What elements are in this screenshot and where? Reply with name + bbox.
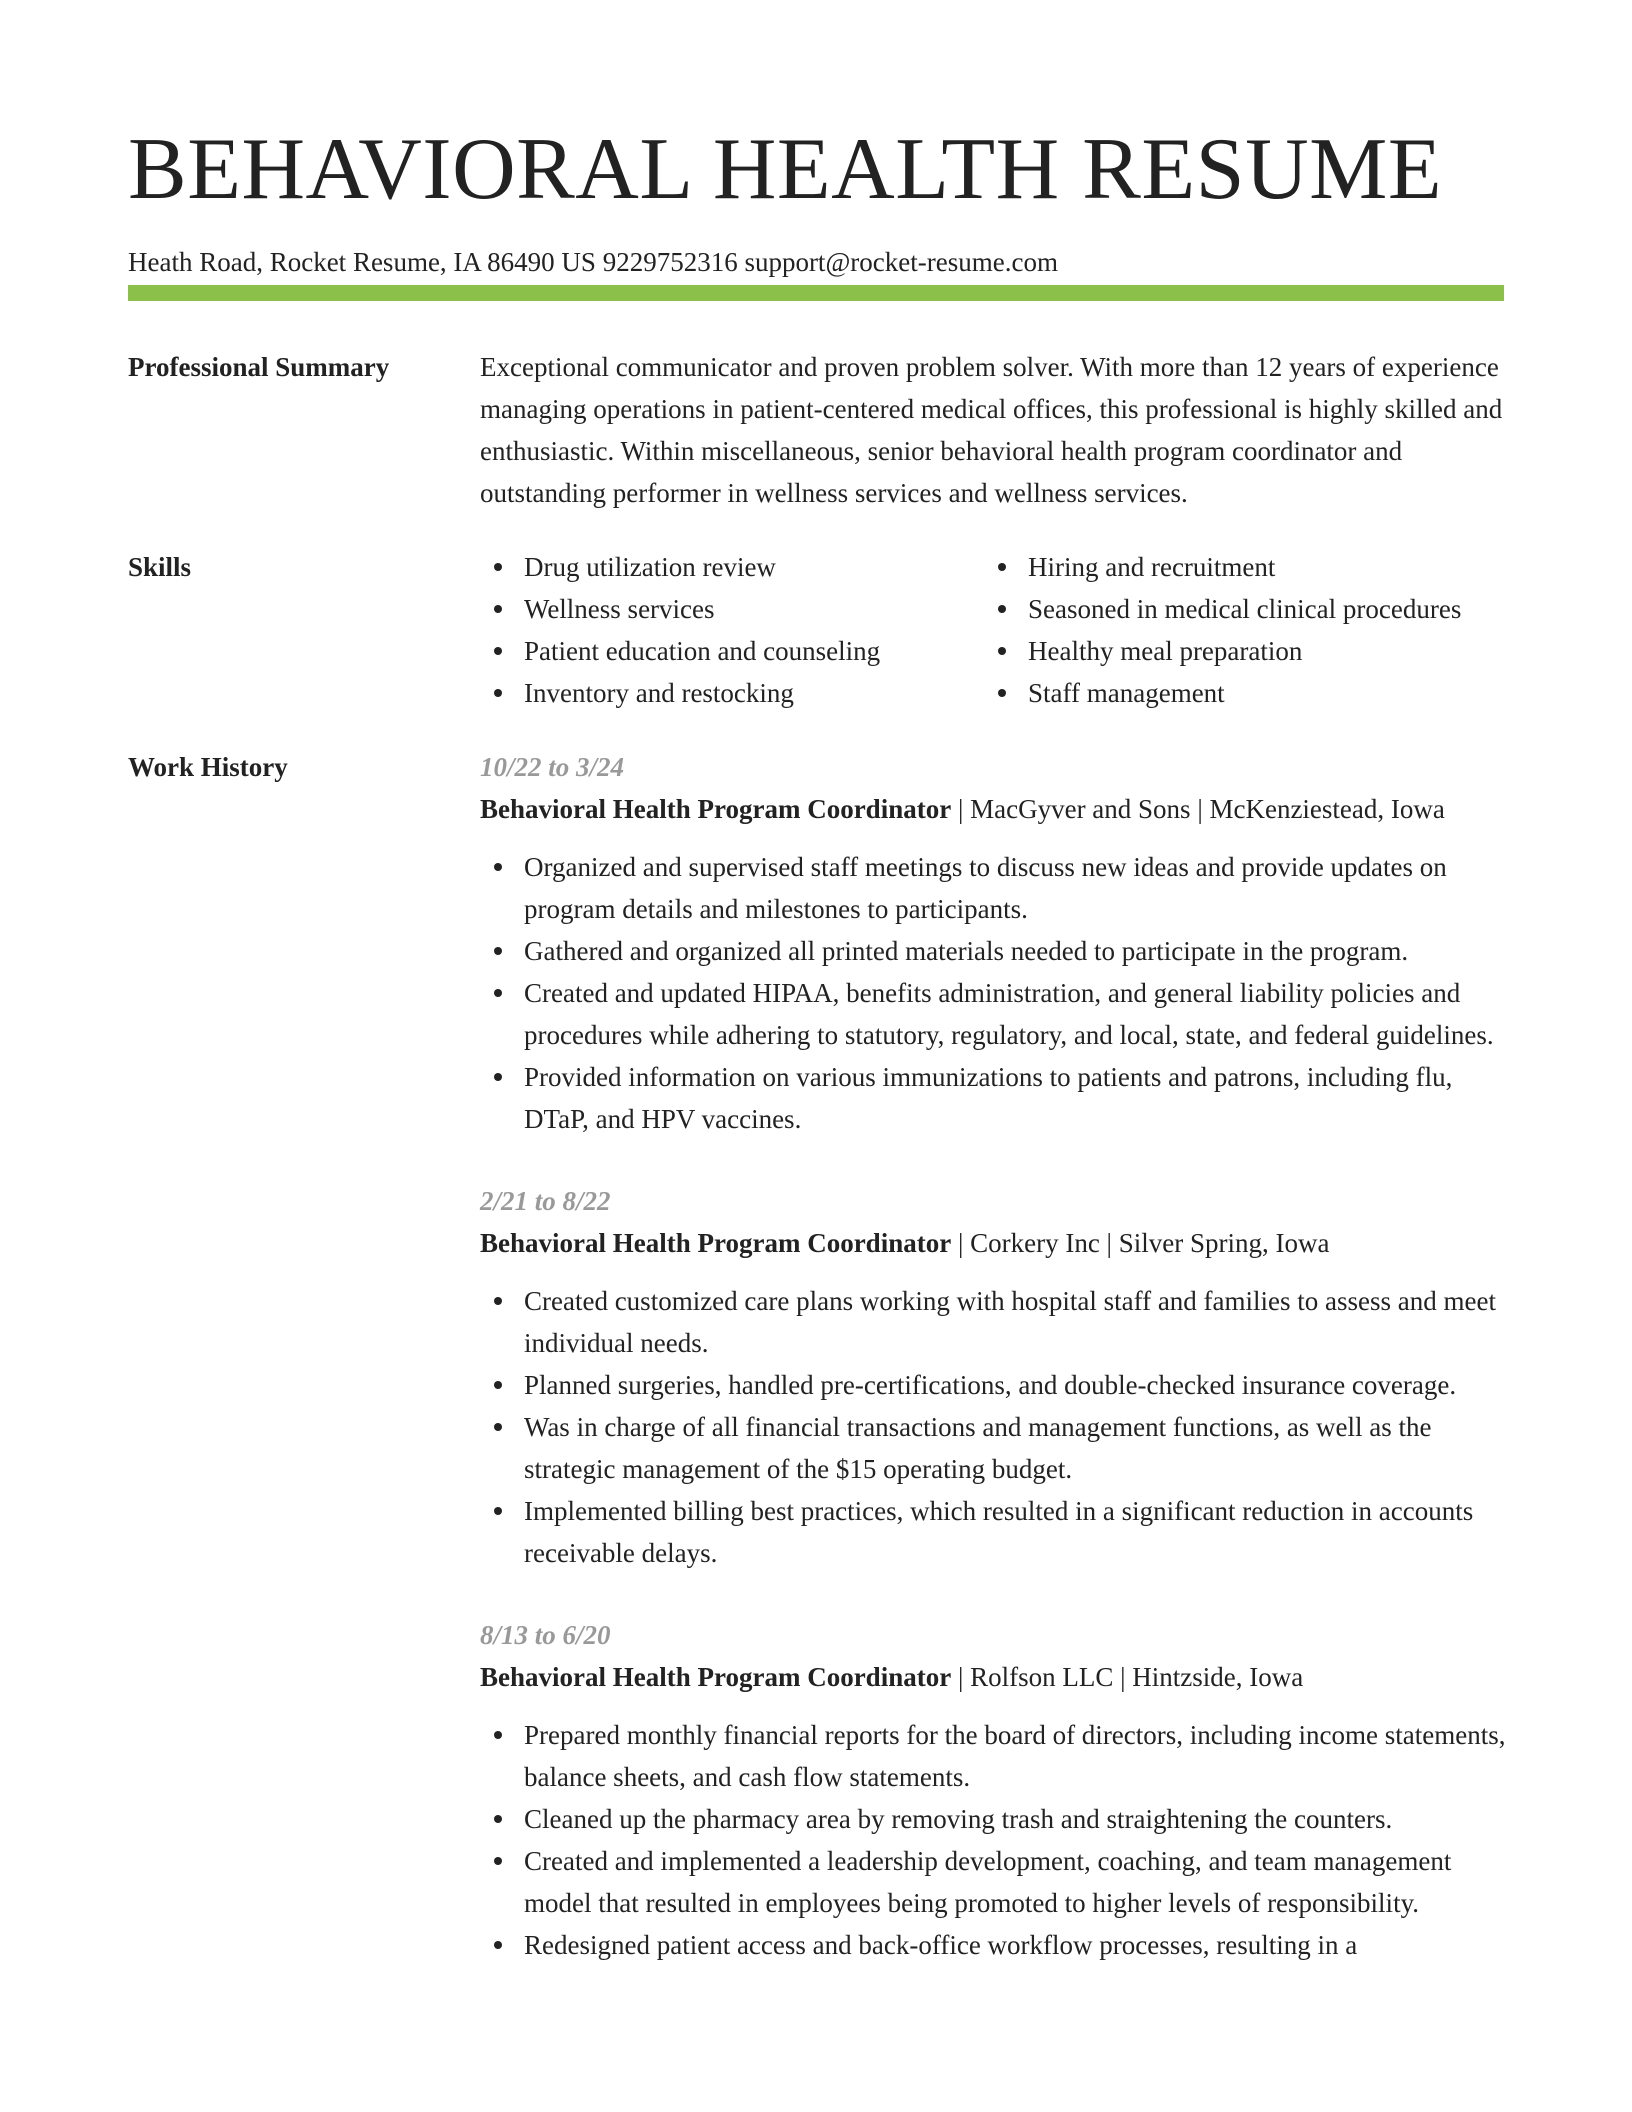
job-bullet: Was in charge of all financial transactions and management functions, as well as the strategic management of the $15 operating budget. [480, 1406, 1510, 1490]
job-bullet: Redesigned patient access and back-office workflow processes, resulting in a [480, 1924, 1510, 1966]
job-bullets [480, 1280, 1510, 1574]
work-history-body [480, 746, 1510, 2006]
job-date: 10/22 to 3/24 [480, 752, 625, 782]
job-bullet: Provided information on various immunizations to patients and patrons, including flu, DTaP, and HPV vaccines. [480, 1056, 1510, 1140]
job-bullet: Planned surgeries, handled pre-certifications, and double-checked insurance coverage. [480, 1364, 1510, 1406]
accent-divider [128, 285, 1504, 301]
job-title: Behavioral Health Program Coordinator [480, 794, 952, 824]
job-heading [480, 1656, 1510, 1698]
job-bullet: Created customized care plans working with hospital staff and families to assess and meet individual needs. [480, 1280, 1510, 1364]
summary-body [480, 346, 1510, 514]
skill-item: Patient education and counseling [480, 630, 984, 672]
job-heading [480, 788, 1510, 830]
skill-item: Seasoned in medical clinical procedures [984, 588, 1510, 630]
contact-line: Heath Road, Rocket Resume, IA 86490 US 9229752316 support@rocket-resume.com [128, 247, 1058, 277]
skills-column-left [480, 546, 984, 714]
job-employer-location: | MacGyver and Sons | McKenziestead, Iowa [951, 794, 1445, 824]
job-bullets [480, 1714, 1510, 1966]
skill-item: Inventory and restocking [480, 672, 984, 714]
skill-item: Hiring and recruitment [984, 546, 1510, 588]
skill-item: Wellness services [480, 588, 984, 630]
job-bullet: Implemented billing best practices, which resulted in a significant reduction in accounts receivable delays. [480, 1490, 1510, 1574]
job-heading [480, 1222, 1510, 1264]
job-bullet: Cleaned up the pharmacy area by removing trash and straightening the counters. [480, 1798, 1510, 1840]
job-bullet: Created and implemented a leadership development, coaching, and team management model that resulted in employees being promoted to higher levels of responsibility. [480, 1840, 1510, 1924]
resume-title: BEHAVIORAL HEALTH RESUME [128, 121, 1443, 218]
job-entry [480, 746, 1510, 1140]
skill-item: Drug utilization review [480, 546, 984, 588]
skill-item: Staff management [984, 672, 1510, 714]
job-employer-location: | Rolfson LLC | Hintzside, Iowa [951, 1662, 1304, 1692]
summary-heading: Professional Summary [128, 352, 390, 382]
job-bullet: Prepared monthly financial reports for the board of directors, including income statements, balance sheets, and cash flow statements. [480, 1714, 1510, 1798]
skill-item: Healthy meal preparation [984, 630, 1510, 672]
job-bullet: Organized and supervised staff meetings to discuss new ideas and provide updates on program details and milestones to participants. [480, 846, 1510, 930]
resume-header [128, 118, 1504, 280]
skills-heading: Skills [128, 552, 192, 582]
job-title: Behavioral Health Program Coordinator [480, 1662, 952, 1692]
job-bullet: Created and updated HIPAA, benefits administration, and general liability policies and procedures while adhering to statutory, regulatory, and local, state, and federal guidelines. [480, 972, 1510, 1056]
job-entry [480, 1180, 1510, 1574]
job-title: Behavioral Health Program Coordinator [480, 1228, 952, 1258]
job-employer-location: | Corkery Inc | Silver Spring, Iowa [951, 1228, 1330, 1258]
job-date: 8/13 to 6/20 [480, 1620, 611, 1650]
job-date: 2/21 to 8/22 [480, 1186, 611, 1216]
skills-column-right [984, 546, 1510, 714]
skills-body [480, 546, 1510, 714]
work-history-heading: Work History [128, 752, 288, 782]
job-bullets [480, 846, 1510, 1140]
summary-text: Exceptional communicator and proven problem solver. With more than 12 years of experience managing operations in patient-centered medical offices, this professional is highly skilled and enthusiastic. Within miscellaneous, senior behavioral health program coordinator and outstanding performer in wellness services and wellness services. [480, 352, 1503, 508]
job-entry [480, 1614, 1510, 1966]
job-bullet: Gathered and organized all printed materials needed to participate in the program. [480, 930, 1510, 972]
